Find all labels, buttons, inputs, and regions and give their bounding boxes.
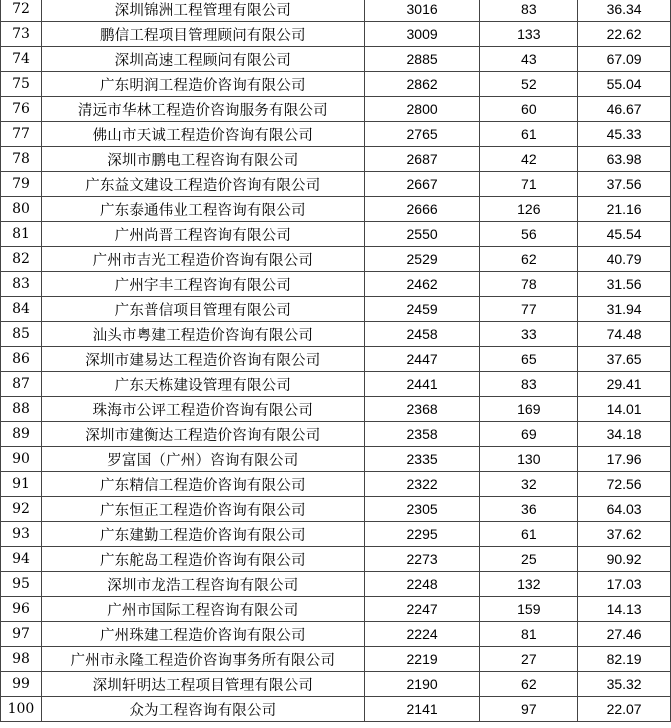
table-row	[1, 322, 671, 347]
company-name-cell: 珠海市公评工程造价咨询有限公司	[41, 397, 364, 422]
value-1-cell: 3016	[364, 0, 480, 22]
value-1-cell: 2190	[364, 672, 480, 697]
value-2-cell: 32	[480, 472, 578, 497]
rank-cell: 72	[1, 0, 42, 22]
value-2-cell: 83	[480, 372, 578, 397]
value-3-cell: 46.67	[578, 97, 671, 122]
value-2-cell: 33	[480, 322, 578, 347]
value-2-cell: 78	[480, 272, 578, 297]
value-2-cell: 65	[480, 347, 578, 372]
value-3-cell: 82.19	[578, 647, 671, 672]
value-2-cell: 69	[480, 422, 578, 447]
rank-cell: 95	[1, 572, 42, 597]
value-3-cell: 35.32	[578, 672, 671, 697]
value-1-cell: 2305	[364, 497, 480, 522]
value-1-cell: 2335	[364, 447, 480, 472]
value-3-cell: 22.07	[578, 697, 671, 722]
rank-cell: 79	[1, 172, 42, 197]
value-3-cell: 63.98	[578, 147, 671, 172]
value-1-cell: 2458	[364, 322, 480, 347]
company-name-cell: 广东泰通伟业工程咨询有限公司	[41, 197, 364, 222]
table-row	[1, 122, 671, 147]
value-3-cell: 37.62	[578, 522, 671, 547]
rank-cell: 75	[1, 72, 42, 97]
value-2-cell: 42	[480, 147, 578, 172]
value-1-cell: 2800	[364, 97, 480, 122]
rank-cell: 97	[1, 622, 42, 647]
value-2-cell: 169	[480, 397, 578, 422]
value-2-cell: 36	[480, 497, 578, 522]
rank-cell: 93	[1, 522, 42, 547]
table-row	[1, 522, 671, 547]
value-3-cell: 14.01	[578, 397, 671, 422]
rank-cell: 88	[1, 397, 42, 422]
table-row	[1, 97, 671, 122]
rank-cell: 81	[1, 222, 42, 247]
table-row	[1, 272, 671, 297]
ranking-table-body	[1, 0, 671, 722]
value-1-cell: 2247	[364, 597, 480, 622]
company-name-cell: 广东明润工程造价咨询有限公司	[41, 72, 364, 97]
value-2-cell: 56	[480, 222, 578, 247]
value-3-cell: 55.04	[578, 72, 671, 97]
value-3-cell: 17.03	[578, 572, 671, 597]
company-name-cell: 广东恒正工程造价咨询有限公司	[41, 497, 364, 522]
value-1-cell: 2765	[364, 122, 480, 147]
table-row	[1, 372, 671, 397]
value-2-cell: 25	[480, 547, 578, 572]
table-row	[1, 172, 671, 197]
table-row	[1, 222, 671, 247]
value-2-cell: 159	[480, 597, 578, 622]
value-1-cell: 2368	[364, 397, 480, 422]
value-1-cell: 2248	[364, 572, 480, 597]
value-3-cell: 72.56	[578, 472, 671, 497]
rank-cell: 77	[1, 122, 42, 147]
value-1-cell: 2441	[364, 372, 480, 397]
table-row	[1, 72, 671, 97]
value-3-cell: 29.41	[578, 372, 671, 397]
value-1-cell: 2322	[364, 472, 480, 497]
value-3-cell: 67.09	[578, 47, 671, 72]
company-name-cell: 广东益文建设工程造价咨询有限公司	[41, 172, 364, 197]
value-3-cell: 36.34	[578, 0, 671, 22]
rank-cell: 80	[1, 197, 42, 222]
value-3-cell: 45.33	[578, 122, 671, 147]
rank-cell: 86	[1, 347, 42, 372]
table-row	[1, 397, 671, 422]
value-2-cell: 83	[480, 0, 578, 22]
value-3-cell: 21.16	[578, 197, 671, 222]
company-name-cell: 深圳高速工程顾问有限公司	[41, 47, 364, 72]
company-name-cell: 广东天栋建设管理有限公司	[41, 372, 364, 397]
table-row	[1, 347, 671, 372]
company-name-cell: 深圳轩明达工程项目管理有限公司	[41, 672, 364, 697]
value-3-cell: 45.54	[578, 222, 671, 247]
table-row	[1, 447, 671, 472]
value-2-cell: 126	[480, 197, 578, 222]
value-2-cell: 132	[480, 572, 578, 597]
value-3-cell: 27.46	[578, 622, 671, 647]
value-3-cell: 31.56	[578, 272, 671, 297]
company-name-cell: 广州市吉光工程造价咨询有限公司	[41, 247, 364, 272]
company-name-cell: 佛山市天诚工程造价咨询有限公司	[41, 122, 364, 147]
table-row	[1, 547, 671, 572]
value-1-cell: 2447	[364, 347, 480, 372]
value-3-cell: 37.65	[578, 347, 671, 372]
rank-cell: 85	[1, 322, 42, 347]
table-row	[1, 197, 671, 222]
company-name-cell: 清远市华林工程造价咨询服务有限公司	[41, 97, 364, 122]
value-3-cell: 34.18	[578, 422, 671, 447]
value-1-cell: 2462	[364, 272, 480, 297]
value-3-cell: 22.62	[578, 22, 671, 47]
company-name-cell: 广州市永隆工程造价咨询事务所有限公司	[41, 647, 364, 672]
rank-cell: 73	[1, 22, 42, 47]
value-2-cell: 62	[480, 672, 578, 697]
value-2-cell: 61	[480, 122, 578, 147]
table-row	[1, 622, 671, 647]
company-name-cell: 众为工程咨询有限公司	[41, 697, 364, 722]
rank-cell: 84	[1, 297, 42, 322]
value-2-cell: 61	[480, 522, 578, 547]
rank-cell: 98	[1, 647, 42, 672]
rank-cell: 78	[1, 147, 42, 172]
table-row	[1, 597, 671, 622]
rank-cell: 90	[1, 447, 42, 472]
company-name-cell: 深圳市龙浩工程咨询有限公司	[41, 572, 364, 597]
company-name-cell: 广东精信工程造价咨询有限公司	[41, 472, 364, 497]
value-3-cell: 40.79	[578, 247, 671, 272]
company-name-cell: 广东舵岛工程造价咨询有限公司	[41, 547, 364, 572]
rank-cell: 82	[1, 247, 42, 272]
company-name-cell: 广州宇丰工程咨询有限公司	[41, 272, 364, 297]
value-1-cell: 2687	[364, 147, 480, 172]
value-3-cell: 31.94	[578, 297, 671, 322]
value-1-cell: 2224	[364, 622, 480, 647]
value-2-cell: 43	[480, 47, 578, 72]
company-name-cell: 深圳市鹏电工程咨询有限公司	[41, 147, 364, 172]
value-2-cell: 52	[480, 72, 578, 97]
value-3-cell: 17.96	[578, 447, 671, 472]
value-1-cell: 2295	[364, 522, 480, 547]
rank-cell: 100	[1, 697, 42, 722]
rank-cell: 91	[1, 472, 42, 497]
rank-cell: 94	[1, 547, 42, 572]
value-3-cell: 64.03	[578, 497, 671, 522]
company-name-cell: 罗富国（广州）咨询有限公司	[41, 447, 364, 472]
company-name-cell: 鹏信工程项目管理顾问有限公司	[41, 22, 364, 47]
value-1-cell: 2219	[364, 647, 480, 672]
value-1-cell: 2666	[364, 197, 480, 222]
value-2-cell: 97	[480, 697, 578, 722]
table-row	[1, 647, 671, 672]
company-name-cell: 广州市国际工程咨询有限公司	[41, 597, 364, 622]
rank-cell: 74	[1, 47, 42, 72]
value-2-cell: 62	[480, 247, 578, 272]
table-row	[1, 147, 671, 172]
company-name-cell: 深圳锦洲工程管理有限公司	[41, 0, 364, 22]
rank-cell: 87	[1, 372, 42, 397]
value-2-cell: 130	[480, 447, 578, 472]
value-1-cell: 2862	[364, 72, 480, 97]
company-name-cell: 广东建勤工程造价咨询有限公司	[41, 522, 364, 547]
company-name-cell: 广东普信项目管理有限公司	[41, 297, 364, 322]
company-name-cell: 汕头市粤建工程造价咨询有限公司	[41, 322, 364, 347]
value-1-cell: 2667	[364, 172, 480, 197]
value-3-cell: 14.13	[578, 597, 671, 622]
table-row	[1, 572, 671, 597]
value-2-cell: 60	[480, 97, 578, 122]
value-1-cell: 2273	[364, 547, 480, 572]
value-1-cell: 3009	[364, 22, 480, 47]
value-1-cell: 2141	[364, 697, 480, 722]
table-row	[1, 22, 671, 47]
table-row	[1, 697, 671, 722]
table-row	[1, 497, 671, 522]
company-name-cell: 深圳市建衡达工程造价咨询有限公司	[41, 422, 364, 447]
value-2-cell: 77	[480, 297, 578, 322]
company-name-cell: 广州尚晋工程咨询有限公司	[41, 222, 364, 247]
table-row	[1, 297, 671, 322]
value-1-cell: 2550	[364, 222, 480, 247]
value-1-cell: 2885	[364, 47, 480, 72]
value-3-cell: 74.48	[578, 322, 671, 347]
table-row	[1, 672, 671, 697]
table-row	[1, 0, 671, 22]
rank-cell: 76	[1, 97, 42, 122]
company-name-cell: 深圳市建易达工程造价咨询有限公司	[41, 347, 364, 372]
table-row	[1, 47, 671, 72]
table-row	[1, 422, 671, 447]
value-2-cell: 133	[480, 22, 578, 47]
table-row	[1, 472, 671, 497]
value-1-cell: 2459	[364, 297, 480, 322]
value-3-cell: 37.56	[578, 172, 671, 197]
rank-cell: 83	[1, 272, 42, 297]
rank-cell: 99	[1, 672, 42, 697]
value-1-cell: 2529	[364, 247, 480, 272]
value-2-cell: 81	[480, 622, 578, 647]
rank-cell: 96	[1, 597, 42, 622]
value-1-cell: 2358	[364, 422, 480, 447]
value-2-cell: 27	[480, 647, 578, 672]
rank-cell: 89	[1, 422, 42, 447]
rank-cell: 92	[1, 497, 42, 522]
value-2-cell: 71	[480, 172, 578, 197]
value-3-cell: 90.92	[578, 547, 671, 572]
table-row	[1, 247, 671, 272]
company-name-cell: 广州珠建工程造价咨询有限公司	[41, 622, 364, 647]
